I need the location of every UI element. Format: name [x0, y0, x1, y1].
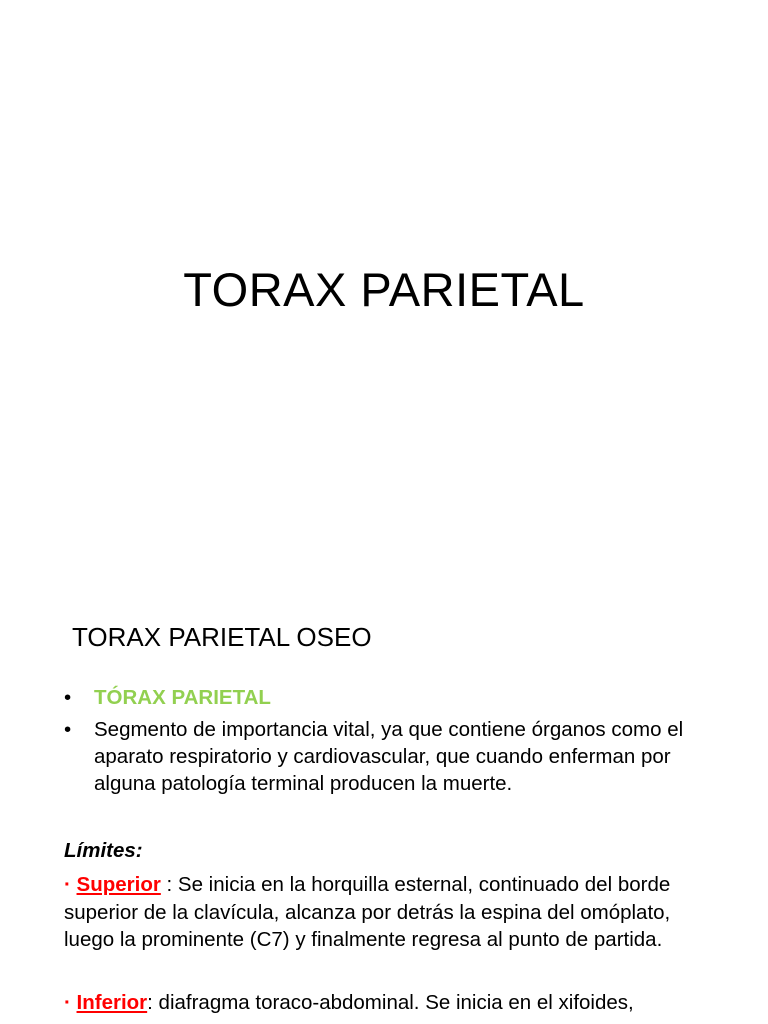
inferior-term: Inferior: [76, 991, 148, 1014]
bullet-item-description: [64, 716, 724, 797]
content-slide: [0, 580, 768, 1024]
superior-dot: ·: [64, 873, 71, 896]
bullet-marker: •: [64, 686, 72, 709]
inferior-text: : diafragma toraco-abdominal. Se inicia en el xifoides,: [147, 991, 634, 1014]
inferior-paragraph: [64, 989, 724, 1017]
slide-title: TORAX PARIETAL: [183, 263, 585, 316]
bullet-marker: •: [64, 718, 72, 741]
limits-heading: Límites:: [64, 839, 143, 862]
inferior-dot: ·: [64, 991, 71, 1014]
slide-heading: TORAX PARIETAL OSEO: [72, 622, 372, 652]
superior-term: Superior: [76, 873, 161, 896]
superior-paragraph: [64, 871, 724, 954]
superior-text: : Se inicia en la horquilla esternal, continuado del borde superior de la clavícula, alcanza por detrás la espina del omóplato, luego la prominente (C7) y finalmente regresa al punto de partida.: [64, 873, 671, 951]
bullet-text: Segmento de importancia vital, ya que contiene órganos como el aparato respiratorio y cardiovascular, que cuando enferman por alguna patología terminal producen la muerte.: [94, 718, 684, 795]
bullet-item-torax-parietal: [64, 684, 724, 711]
bullet-list: [64, 684, 724, 802]
bullet-text-highlight: TÓRAX PARIETAL: [94, 686, 271, 709]
